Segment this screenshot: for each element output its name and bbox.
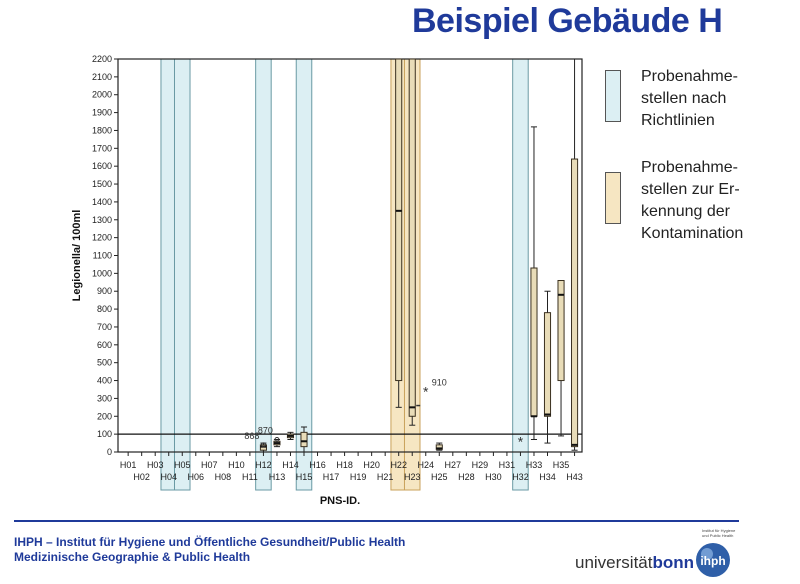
box-h43 (572, 159, 578, 447)
y-tick-label: 600 (96, 339, 112, 350)
y-tick-label: 1100 (92, 250, 112, 261)
x-tick-label-h08: H08 (214, 472, 232, 482)
y-tick-label: 1800 (91, 125, 112, 136)
university-prefix: universität (575, 553, 653, 572)
footer-divider (14, 520, 739, 522)
x-tick-label-h02: H02 (133, 472, 150, 482)
x-tick-label-h25: H25 (431, 472, 448, 482)
x-tick-label-h06: H06 (187, 472, 205, 482)
x-tick-label-h34: H34 (539, 472, 556, 482)
y-tick-label: 1400 (91, 196, 112, 207)
y-tick-label: 2100 (91, 71, 112, 82)
x-tick-label-h03: H03 (146, 460, 164, 470)
highlight-band-h15 (296, 59, 312, 490)
y-tick-label: 500 (96, 357, 112, 368)
x-tick-label-h30: H30 (485, 472, 502, 482)
university-logo-text (575, 553, 694, 573)
y-tick-label: 1000 (91, 268, 112, 279)
ihph-logo-icon (691, 538, 735, 578)
y-tick-label: 100 (96, 429, 112, 440)
x-tick-label-h13: H13 (268, 472, 286, 482)
legend-label-contamination: Probenahme- stellen zur Er- kennung der Kontamination (641, 159, 744, 242)
y-tick-label: 1300 (91, 214, 112, 225)
highlight-band-h32 (513, 59, 529, 490)
slide-title: Beispiel Gebäude H (412, 2, 723, 40)
footer-institute: IHPH – Institut für Hygiene und Öffentliche Gesundheit/Public Health (14, 535, 406, 549)
y-tick-label: 300 (96, 393, 112, 404)
x-tick-label-h15: H15 (295, 472, 313, 482)
y-tick-label: 700 (96, 321, 112, 332)
x-tick-label-h27: H27 (444, 460, 462, 470)
highlight-band-h05 (174, 59, 190, 490)
x-tick-label-h43: H43 (566, 472, 583, 482)
x-tick-label-h24: H24 (417, 460, 435, 470)
x-tick-label-h21: H21 (376, 472, 394, 482)
x-tick-label-h35: H35 (552, 460, 570, 470)
y-tick-label: 1700 (91, 143, 112, 154)
box-h33 (531, 268, 537, 416)
box-h23 (409, 59, 415, 416)
box-h15 (301, 432, 307, 446)
x-tick-label-h16: H16 (309, 460, 326, 470)
y-tick-label: 1900 (91, 107, 112, 118)
outlier-star-h24: * (423, 383, 429, 400)
y-tick-label: 400 (96, 375, 112, 386)
x-tick-label-h33: H33 (525, 460, 543, 470)
x-tick-label-h17: H17 (322, 472, 340, 482)
x-tick-label-h10: H10 (228, 460, 245, 470)
x-tick-label-h01: H01 (119, 460, 137, 470)
x-tick-label-h19: H19 (349, 472, 367, 482)
y-tick-label: 1600 (91, 161, 112, 172)
y-tick-label: 900 (96, 286, 112, 297)
legend-label-guideline: Probenahme- stellen nach Richtlinien (641, 68, 738, 129)
y-tick-label: 200 (96, 411, 112, 422)
x-tick-label-h22: H22 (390, 460, 407, 470)
legend-swatch-contamination (605, 172, 621, 224)
y-tick-label: 1200 (91, 232, 112, 243)
x-tick-label-h20: H20 (363, 460, 380, 470)
legend-swatch-guideline (605, 70, 621, 122)
university-bonn: bonn (652, 553, 695, 572)
outlier-label-h12: 868 (244, 430, 260, 441)
footer-department: Medizinische Geographie & Public Health (14, 550, 251, 564)
x-tick-label-h12: H12 (255, 460, 272, 470)
x-tick-label-h32: H32 (512, 472, 529, 482)
y-tick-label: 800 (96, 304, 112, 315)
outlier-label-h24: 910 (431, 377, 447, 388)
x-axis-title: PNS-ID. (319, 495, 361, 507)
x-tick-label-h14: H14 (282, 460, 299, 470)
outlier-label-h13: 870 (257, 425, 273, 436)
x-tick-label-h04: H04 (160, 472, 177, 482)
outlier-star-h32: * (517, 433, 524, 450)
y-tick-label: 1500 (91, 179, 112, 190)
y-axis-title: Legionella/ 100ml (71, 209, 83, 302)
x-tick-label-h11: H11 (241, 472, 258, 482)
x-tick-label-h07: H07 (201, 460, 218, 470)
ihph-small-text: Institut für Hygiene und Public Health (702, 528, 736, 538)
x-tick-label-h05: H05 (173, 460, 191, 470)
y-tick-label: 2000 (91, 89, 112, 100)
box-h22 (396, 59, 402, 381)
x-tick-label-h29: H29 (471, 460, 489, 470)
y-tick-label: 2200 (91, 54, 112, 64)
x-tick-label-h18: H18 (336, 460, 353, 470)
x-tick-label-h31: H31 (498, 460, 516, 470)
x-tick-label-h28: H28 (458, 472, 475, 482)
x-tick-label-h23: H23 (403, 472, 421, 482)
box-h34 (544, 313, 550, 417)
ihph-logo-text: ihph (700, 554, 726, 568)
y-tick-label: 0 (106, 447, 112, 457)
